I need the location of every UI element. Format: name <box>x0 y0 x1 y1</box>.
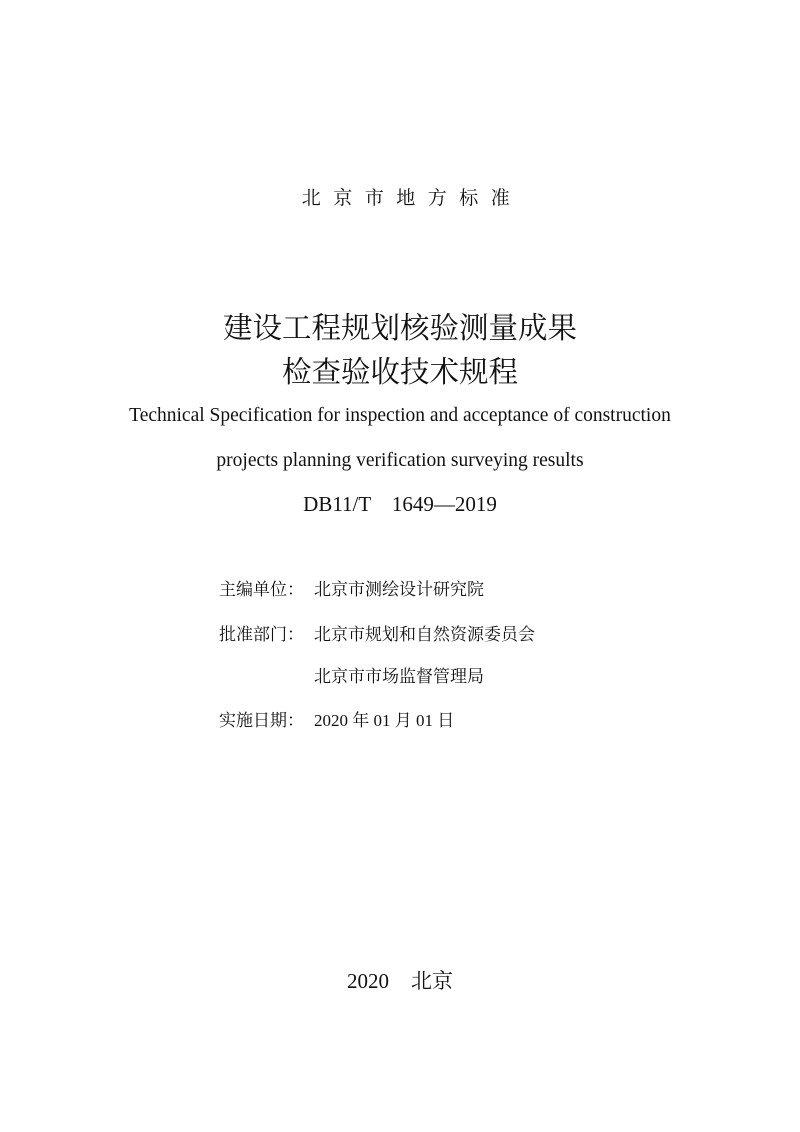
approver-value-2: 北京市市场监督管理局 <box>314 667 484 686</box>
footer-publication <box>0 968 800 994</box>
title-chinese-line-2: 检查验收技术规程 <box>281 355 518 389</box>
editor-row <box>219 579 484 601</box>
footer-city: 北京 <box>411 969 453 993</box>
editor-value: 北京市测绘设计研究院 <box>314 580 484 599</box>
approver-row <box>219 624 535 646</box>
effective-date-label: 实施日期： <box>219 711 304 730</box>
effective-date-row <box>219 710 454 732</box>
title-english-line-1: Technical Specification for inspection and acceptance of construction <box>129 405 671 426</box>
approver-value-1: 北京市规划和自然资源委员会 <box>314 625 535 644</box>
footer-year: 2020 <box>347 969 389 993</box>
approver-label: 批准部门： <box>219 625 304 644</box>
title-english-line-2: projects planning verification surveying results <box>216 450 584 471</box>
standard-type-heading: 北京市地方标准 <box>301 187 523 209</box>
effective-date-value: 2020 年 01 月 01 日 <box>314 711 455 730</box>
standard-code: DB11/T 1649—2019 <box>303 492 497 516</box>
title-chinese-line-1: 建设工程规划核验测量成果 <box>222 311 577 345</box>
editor-label: 主编单位： <box>219 580 304 599</box>
